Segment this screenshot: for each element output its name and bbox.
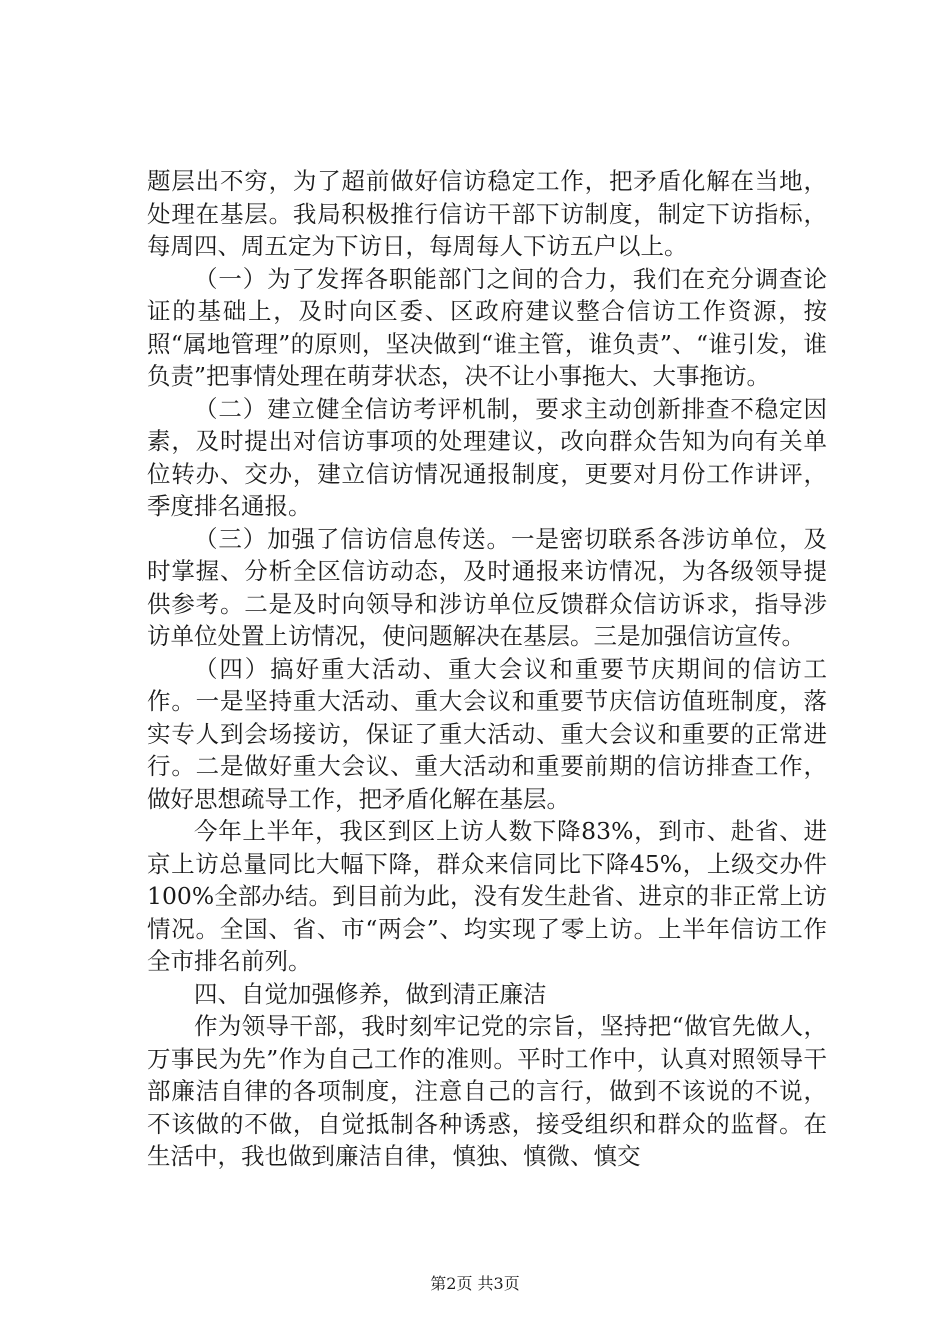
paragraph-integrity: 作为领导干部，我时刻牢记党的宗旨，坚持把“做官先做人，万事民为先”作为自己工作的准则。平时工作中，认真对照领导干部廉洁自律的各项制度，注意自己的言行，做到不该说的不说，不该做的不做，自觉抵制各种诱惑，接受组织和群众的监督。在生活中，我也做到廉洁自律，慎独、慎微、慎交 xyxy=(147,1012,827,1170)
paragraph-results: 今年上半年，我区到区上访人数下降83%，到市、赴省、进京上访总量同比大幅下降，群众来信同比下降45%，上级交办件100%全部办结。到目前为此，没有发生赴省、进京的非正常上访情况。全国、省、市“两会”、均实现了零上访。上半年信访工作全市排名前列。 xyxy=(147,817,827,975)
paragraph-continuation: 题层出不穷，为了超前做好信访稳定工作，把矛盾化解在当地，处理在基层。我局积极推行信访干部下访制度，制定下访指标，每周四、周五定为下访日，每周每人下访五户以上。 xyxy=(147,167,827,260)
paragraph-item-1: （一）为了发挥各职能部门之间的合力，我们在充分调查论证的基础上，及时向区委、区政府建议整合信访工作资源，按照“属地管理”的原则，坚决做到“谁主管，谁负责”、“谁引发，谁负责”把事情处理在萌芽状态，决不让小事拖大、大事拖访。 xyxy=(147,264,827,390)
paragraph-item-4: （四）搞好重大活动、重大会议和重要节庆期间的信访工作。一是坚持重大活动、重大会议和重要节庆信访值班制度，落实专人到会场接访，保证了重大活动、重大会议和重要的正常进行。二是做好重大会议、重大活动和重要前期的信访排查工作，做好思想疏导工作，把矛盾化解在基层。 xyxy=(147,654,827,813)
document-body xyxy=(147,165,827,1173)
paragraph-item-2: （二）建立健全信访考评机制，要求主动创新排查不稳定因素，及时提出对信访事项的处理建议，改向群众告知为向有关单位转办、交办，建立信访情况通报制度，更要对月份工作讲评，季度排名通报。 xyxy=(147,394,827,520)
page-footer xyxy=(0,1274,950,1294)
section-heading-4: 四、自觉加强修养，做到清正廉洁 xyxy=(194,979,547,1008)
page-number: 第2页 共3页 xyxy=(430,1274,520,1293)
paragraph-item-3: （三）加强了信访信息传送。一是密切联系各涉访单位，及时掌握、分析全区信访动态，及时通报来访情况，为各级领导提供参考。二是及时向领导和涉访单位反馈群众信访诉求，指导涉访单位处置上访情况，使问题解决在基层。三是加强信访宣传。 xyxy=(147,524,827,650)
